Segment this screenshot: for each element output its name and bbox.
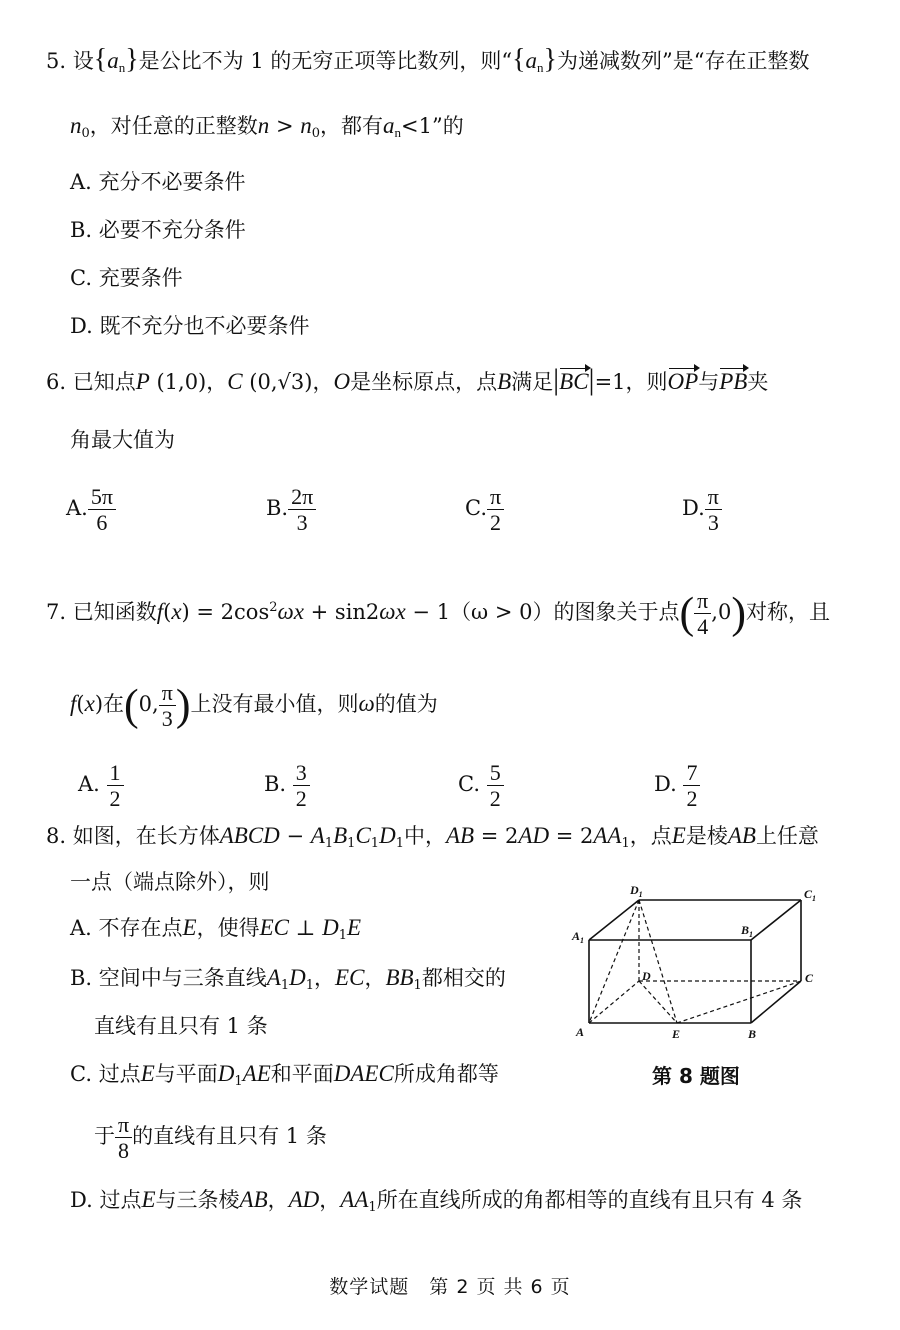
q6-line1: 6. 已知点P (1,0)，C (0,√3)，O是坐标原点，点B满足|BC|=1，则OP与PB夹: [46, 363, 769, 396]
q5-option-c: C. 充要条件: [70, 266, 183, 290]
q8-option-d: D. 过点E与三条棱AB，AD，$AA_1$所在直线所成的角都相等的直线有且只有 4 条: [70, 1187, 803, 1215]
q8-option-c-line2: 于 $\frac{\pi}{8}$ 的直线有且只有 1 条: [94, 1112, 327, 1163]
label-b1: $B_1$: [741, 923, 754, 939]
q7-option-d: D. $\frac{7}{2}$: [654, 760, 700, 811]
label-e: E: [672, 1027, 681, 1041]
q5-line1: 5. 设$\{a_n\}$是公比不为 1 的无穷正项等比数列，则“$\{a_n\}$为递减数列”是“存在正整数: [46, 44, 810, 75]
q8-line1: 8. 如图，在长方体ABCD − $A_1B_1C_1D_1$中，AB = $2AD = 2AA_1$，点E是棱AB上任意: [46, 823, 819, 851]
q7-line1: 7. 已知函数$f(x) = 2\cos^2\omega x + \sin 2\omega x - 1(\omega > 0)$的图象关于点( $\frac{\pi}{4}$ ,0)对称，且: [46, 588, 830, 639]
q7-option-c: C. $\frac{5}{2}$: [458, 760, 504, 811]
edge-b1-c1: [751, 900, 801, 940]
q6-option-a: A. $\frac{5\pi}{6}$: [66, 484, 116, 535]
label-b: B: [748, 1027, 757, 1041]
q6-line2: 角最大值为: [70, 428, 175, 452]
label-c: C: [805, 971, 814, 985]
q8-option-b-line1: B. 空间中与三条直线$A_1D_1$，EC，$BB_1$都相交的: [70, 965, 506, 993]
segment-d1-a: [589, 900, 639, 1023]
q8-option-c-line1: C. 过点E与平面$D_1AE$和平面DAEC所成角都等: [70, 1061, 499, 1089]
edge-b-c: [751, 981, 801, 1023]
label-a1: $A_1$: [572, 929, 585, 945]
q8-option-a: A. 不存在点E，使得EC ⊥ $D_1E$: [70, 915, 362, 943]
q5-line2: $n_0$，对任意的正整数$n > n_0$，都有$a_n<1$”的: [70, 113, 464, 141]
q8-option-b-line2: 直线有且只有 1 条: [94, 1014, 268, 1038]
q6-option-b: B. $\frac{2\pi}{3}$: [266, 484, 316, 535]
q5-option-d: D. 既不充分也不必要条件: [70, 314, 310, 338]
segment-e-c: [677, 981, 801, 1023]
figure-caption: 第 8 题图: [652, 1064, 740, 1088]
page-footer: 数学试题 第 2 页 共 6 页: [329, 1276, 571, 1298]
q6-option-c: C. $\frac{\pi}{2}$: [465, 484, 504, 535]
label-d1: $D_1$: [630, 883, 643, 899]
q7-option-b: B. $\frac{3}{2}$: [264, 760, 310, 811]
cuboid-figure: [560, 880, 830, 1050]
q7-option-a: A. $\frac{1}{2}$: [78, 760, 124, 811]
label-c1: $C_1$: [804, 887, 817, 903]
label-a: A: [576, 1025, 585, 1039]
q7-line2: f(x)在(0, $\frac{\pi}{3}$ )上没有最小值，则ω的值为: [70, 680, 438, 731]
q8-line2: 一点（端点除外），则: [70, 870, 270, 894]
q6-option-d: D. $\frac{\pi}{3}$: [682, 484, 722, 535]
segment-d1-e: [639, 900, 677, 1023]
label-d: D: [642, 969, 651, 983]
segment-d-e: [639, 981, 677, 1023]
q5-option-a: A. 充分不必要条件: [70, 170, 246, 194]
edge-a-d: [589, 981, 639, 1023]
q5-option-b: B. 必要不充分条件: [70, 218, 246, 242]
